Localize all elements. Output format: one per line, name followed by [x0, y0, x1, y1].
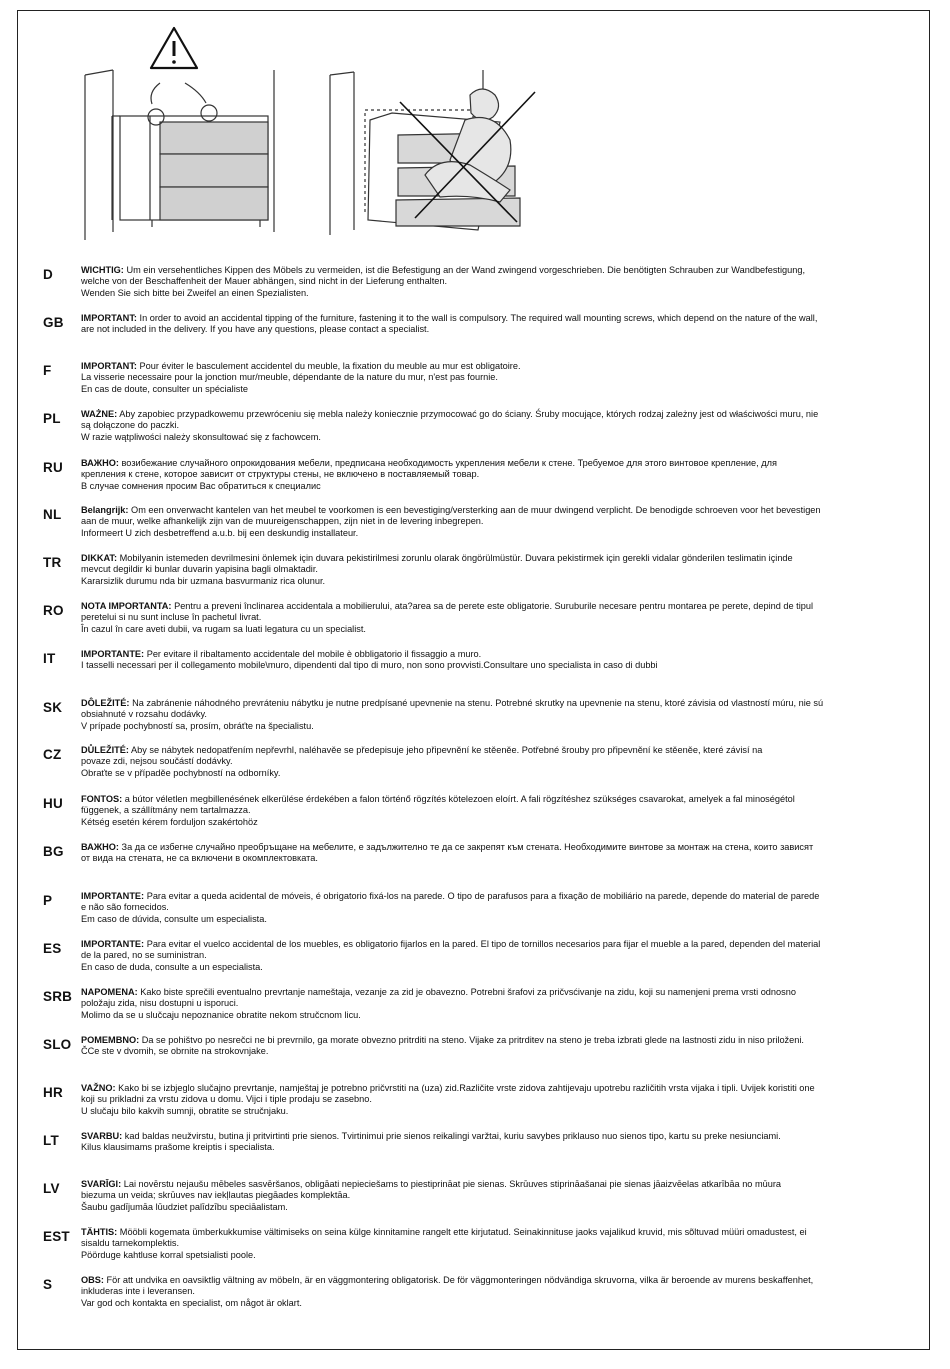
instruction-line: [81, 624, 913, 635]
instruction-line: [81, 432, 913, 443]
instruction-text: [81, 698, 913, 732]
instruction-line: [81, 939, 913, 950]
language-code: TR: [43, 555, 62, 570]
instruction-line-text: položaju zida, nisu dostupni u isporuci.: [81, 998, 239, 1009]
instruction-heading: IMPORTANTE:: [81, 649, 145, 659]
instruction-line: [81, 458, 913, 469]
instruction-line: [81, 1227, 913, 1238]
instruction-line: [81, 384, 913, 395]
instruction-line: [81, 361, 913, 372]
instruction-line: [81, 1142, 913, 1153]
instruction-text: [81, 553, 913, 587]
dresser-wall-mounted-illustration: [85, 70, 274, 240]
language-code: P: [43, 893, 53, 908]
instruction-line: [81, 794, 913, 805]
instruction-text: [81, 939, 913, 973]
instruction-text: [81, 1179, 913, 1213]
instruction-line: [81, 1131, 913, 1142]
instruction-line-text: Šaubu gadījumāa lūudziet palīdzību speciāalistam.: [81, 1201, 288, 1212]
instruction-line-text: Aby zapobiec przypadkowemu przewróceniu się mebla należy koniecznie przymocować go do ściany. Śruby mocujące, których rodzaj zależny jest od właściwości muru, nie: [119, 409, 819, 419]
instruction-line-text: Um ein versehentliches Kippen des Möbels zu vermeiden, ist die Befestigung an der Wand zwingend vorgeschrieben. Die benötigten Schrauben zur Wandbefestigung,: [126, 265, 806, 275]
language-code: F: [43, 363, 52, 378]
language-code: EST: [43, 1229, 70, 1244]
language-code: LV: [43, 1181, 60, 1196]
instruction-heading: IMPORTANT:: [81, 313, 137, 323]
instruction-line: [81, 576, 913, 587]
instruction-line-text: возибежание случайного опрокидования мебели, предписана необходимость укрепления мебели к стене. Требуемое для этого винтовое крепление, для: [121, 458, 777, 468]
instruction-line-text: Lai novērstu nejaušu mēbeles sasvēršanos, obligāati nepieciešams to piestiprināat pie sienas. Skrūuves stiprināašanai pie sienas jāaizvēelas atkarībāa no mūura: [123, 1179, 782, 1189]
instruction-heading: FONTOS:: [81, 794, 123, 804]
instruction-line-text: Pöörduge kahtluse korral spetsialisti poole.: [81, 1249, 256, 1260]
instruction-line: [81, 660, 913, 671]
instruction-line-text: Var god och kontakta en specialist, om något är oklart.: [81, 1297, 302, 1308]
instruction-line-text: obsiahnuté v rozsahu dodávky.: [81, 709, 207, 720]
instruction-line-text: są dołączone do paczki.: [81, 420, 180, 431]
instruction-line-text: Om een onverwacht kantelen van het meubel te voorkomen is een bevestiging/versterking aan de muur dwingend verplicht. De benodigde schroeven voor het bevestigen: [131, 505, 821, 515]
instruction-text: [81, 361, 913, 395]
instruction-line-text: de la pared, no se suministran.: [81, 950, 207, 961]
instruction-line: [81, 265, 913, 276]
instruction-line-text: e não são fornecidos.: [81, 902, 169, 913]
instruction-line-text: Kako bi se izbjeglo slučajno prevrtanje, namještaj je potrebno pričvrstiti na (uza) zid.Različite vrste zidova zahtijevaju upotrebu različitih vrsta vijaka i tipli. Uvijek koristiti one: [118, 1083, 815, 1093]
instruction-line: [81, 469, 913, 480]
instruction-heading: VAŽNO:: [81, 1083, 116, 1093]
instruction-line-text: крепления к стене, которое зависит от структуры стены, не включено в поставляемый товар.: [81, 469, 480, 480]
instruction-line: [81, 420, 913, 431]
instruction-line: [81, 1010, 913, 1021]
instruction-heading: IMPORTANT:: [81, 361, 137, 371]
instruction-line-text: függenek, a szállítmány nem tartalmazza.: [81, 805, 251, 816]
instruction-line-text: are not included in the delivery. If you have any questions, please contact a specialist.: [81, 324, 430, 335]
language-code: RO: [43, 603, 64, 618]
instruction-text: [81, 891, 913, 925]
instruction-text: [81, 1035, 913, 1058]
instruction-text: [81, 601, 913, 635]
instruction-heading: TÄHTIS:: [81, 1227, 118, 1237]
instruction-line: [81, 709, 913, 720]
instruction-text: [81, 313, 913, 336]
instruction-line-text: За да се избегне случайно преобръщане на мебелите, е задължително те да се закрепят към стената. Необходимите винтове за монтаж на стена, които зависят: [121, 842, 814, 852]
instruction-line-text: Da se pohištvo po nesrečci ne bi prevrnilo, ga morate obvezno pritrditi na steno. Vijake za pritrditev na steno je treba izbrati glede na lastnosti zidu in niso priloženi.: [141, 1035, 804, 1045]
instruction-text: [81, 987, 913, 1021]
instruction-line: [81, 698, 913, 709]
instruction-line: [81, 481, 913, 492]
instruction-line-text: peretelui si nu sunt incluse în pachetul livrat.: [81, 612, 262, 623]
instruction-line: [81, 564, 913, 575]
instruction-line-text: In order to avoid an accidental tipping of the furniture, fastening it to the wall is compulsory. The required wall mounting screws, which depend on the nature of the wall,: [139, 313, 818, 323]
instruction-line-text: I tasselli necessari per il collegamento mobile\muro, dipendenti dal tipo di muro, non sono provvisti.Consultare uno specialista in caso di dubbi: [81, 660, 658, 671]
warning-triangle-icon: [151, 28, 197, 68]
instruction-heading: DŮLEŽITÉ:: [81, 745, 129, 755]
instruction-line: [81, 1083, 913, 1094]
instruction-line: [81, 842, 913, 853]
instruction-line-text: La visserie necessaire pour la jonction mur/meuble, dépendante de la nature du mur, n'est pas fournie.: [81, 372, 498, 383]
instruction-line: [81, 553, 913, 564]
instruction-line-text: ČCe ste v dvomih, se obrnite na strokovnjake.: [81, 1046, 269, 1057]
instruction-line: [81, 1202, 913, 1213]
instruction-line-text: En caso de duda, consulte a un especialista.: [81, 961, 263, 972]
instruction-heading: OBS:: [81, 1275, 104, 1285]
instruction-line: [81, 1190, 913, 1201]
instruction-heading: ВАЖНО:: [81, 842, 119, 852]
instruction-text: [81, 794, 913, 828]
instruction-line-text: Pentru a preveni înclinarea accidentala a mobilierului, ata?area sa de perete este obligatorie. Suruburile necesare pentru montarea pe perete, depind de tipul: [174, 601, 814, 611]
instruction-line-text: inkluderas inte i leveransen.: [81, 1286, 195, 1297]
instruction-line-text: Kilus klausimams prašome kreiptis i specialista.: [81, 1142, 275, 1153]
instruction-text: [81, 265, 913, 299]
instruction-text: [81, 409, 913, 443]
language-code: PL: [43, 411, 61, 426]
instruction-heading: Belangrijk:: [81, 505, 129, 515]
instruction-line: [81, 998, 913, 1009]
instruction-line-text: Para evitar a queda acidental de móveis, é obrigatorio fixá-los na parede. O tipo de parafusos para a fixação de mobiliário na parede, depende do material de parede: [146, 891, 820, 901]
instruction-line: [81, 756, 913, 767]
instruction-line-text: W razie wątpliwości należy skonsultować się z fachowcem.: [81, 431, 321, 442]
instruction-text: [81, 1227, 913, 1261]
language-code: D: [43, 267, 53, 282]
instruction-text: [81, 745, 913, 779]
instruction-line: [81, 721, 913, 732]
language-code: BG: [43, 844, 64, 859]
instruction-line-text: Kétség esetén kérem forduljon szakértohöz: [81, 816, 258, 827]
instruction-heading: SVARĪGI:: [81, 1179, 122, 1189]
instruction-text: [81, 1131, 913, 1154]
instruction-line-text: mevcut degildir ki bunlar duvarin yapisina bagli olmaktadir.: [81, 564, 318, 575]
instruction-line: [81, 1298, 913, 1309]
language-code: SRB: [43, 989, 73, 1004]
instruction-line-text: biezuma un veida; skrūuves nav iekļlautas piegāades komplektāa.: [81, 1190, 351, 1201]
instruction-text: [81, 1083, 913, 1117]
instruction-text: [81, 649, 913, 672]
instruction-line-text: Informeert U zich desbetreffend a.u.b. bij een deskundig installateur.: [81, 527, 359, 538]
instruction-line: [81, 950, 913, 961]
instruction-line-text: En cas de doute, consulter un spécialiste: [81, 383, 249, 394]
language-code: IT: [43, 651, 56, 666]
instruction-line-text: a bútor véletlen megbillenésének elkerülése érdekében a falon történő rögzítés kötelezoen eloírt. A fali rögzítéshez szükséges csavarokat, amelyek a fal minoségétol: [124, 794, 795, 804]
instruction-line: [81, 1238, 913, 1249]
instruction-line: [81, 805, 913, 816]
instruction-line: [81, 409, 913, 420]
instruction-line: [81, 1106, 913, 1117]
instruction-heading: SVARBU:: [81, 1131, 123, 1141]
instruction-line-text: от вида на стената, не са включени в окомплектовката.: [81, 853, 318, 864]
instruction-line-text: Aby se nábytek nedopatřením nepřevrhl, naléhavěe se předepisuje jeho připevnění ke stěeněe. Potřebné šrouby pro připevnění ke stěeněe, které závisí na: [131, 745, 763, 755]
instruction-line: [81, 987, 913, 998]
instruction-line-text: aan de muur, welke afhankelijk zijn van de muureigenschappen, zijn niet in de levering inbegrepen.: [81, 516, 484, 527]
language-code: S: [43, 1277, 53, 1292]
language-code: HR: [43, 1085, 63, 1100]
instruction-line: [81, 914, 913, 925]
language-code: GB: [43, 315, 64, 330]
instruction-line: [81, 313, 913, 324]
instruction-line: [81, 768, 913, 779]
instruction-heading: DÔLEŽITÉ:: [81, 698, 130, 708]
instruction-line-text: Kararsizlik durumu nda bir uzmana basvurmaniz rica olunur.: [81, 575, 326, 586]
instruction-heading: NAPOMENA:: [81, 987, 138, 997]
instruction-heading: POMEMBNO:: [81, 1035, 140, 1045]
instruction-line: [81, 612, 913, 623]
instruction-line: [81, 324, 913, 335]
instruction-line-text: povaze zdi, nejsou součástí dodávky.: [81, 756, 233, 767]
instruction-heading: DIKKAT:: [81, 553, 118, 563]
instruction-heading: WICHTIG:: [81, 265, 124, 275]
language-code: RU: [43, 460, 63, 475]
instruction-line: [81, 1035, 913, 1046]
instruction-heading: NOTA IMPORTANTA:: [81, 601, 172, 611]
instruction-line-text: kad baldas neužvirstu, butina ji pritvirtinti prie sienos. Tvirtinimui prie sienos reikalingi varžtai, kuriu savybes priklauso nuo sienos tipo, kartu su preke nesiunciami.: [124, 1131, 781, 1141]
instruction-line: [81, 745, 913, 756]
instruction-heading: IMPORTANTE:: [81, 939, 145, 949]
instruction-line: [81, 1250, 913, 1261]
instruction-line-text: Mööbli kogemata ümberkukkumise vältimiseks on seina külge kinnitamine rangelt ette kirjutatud. Seinakinnituse jaoks vajalikud kruvid, mis sõltuvad müüri omadustest, ei: [119, 1227, 807, 1237]
instruction-line-text: sisaldu tarnekomplektis.: [81, 1238, 180, 1249]
instruction-line-text: Mobilyanin istemeden devrilmesini önlemek için duvara pekistirilmesi zorunlu olarak öngörülmüstür. Duvara pekistirmek için gerekli vidalar gönderilen teslimatin içinde: [119, 553, 793, 563]
instruction-heading: ВАЖНО:: [81, 458, 119, 468]
language-code: HU: [43, 796, 63, 811]
instruction-line: [81, 372, 913, 383]
instruction-line: [81, 276, 913, 287]
instruction-line: [81, 962, 913, 973]
instruction-line-text: Pour éviter le basculement accidentel du meuble, la fixation du meuble au mur est obligatoire.: [139, 361, 521, 371]
instruction-line-text: Molimo da se u slučcaju nepoznanice obratite nekom stručcnom licu.: [81, 1009, 361, 1020]
instruction-line-text: Kako biste sprečili eventualno prevrtanje nameštaja, vezanje za zid je obavezno. Potrebni šrafovi za pričvsćivanje na zidu, koji su namenjeni prema vrsti odnosno: [140, 987, 796, 997]
language-code: SLO: [43, 1037, 72, 1052]
instruction-line: [81, 1046, 913, 1057]
instruction-line-text: Per evitare il ribaltamento accidentale del mobile è obbligatorio il fissaggio a muro.: [146, 649, 482, 659]
instruction-heading: WAŻNE:: [81, 409, 118, 419]
instruction-text: [81, 1275, 913, 1309]
instruction-line-text: În cazul în care aveti dubii, va rugam sa luati legatura cu un specialist.: [81, 623, 366, 634]
instruction-text: [81, 458, 913, 492]
instruction-line: [81, 288, 913, 299]
instruction-line-text: U slučaju bilo kakvih sumnji, obratite se stručnjaku.: [81, 1105, 289, 1116]
instruction-line-text: Na zabránenie náhodného prevráteniu nábytku je nutne predpísané upevnenie na stenu. Potrebné skrutky na upevnenie na stenu, ktoré závisia od vlastností múru, nie sú: [132, 698, 824, 708]
instruction-line-text: Para evitar el vuelco accidental de los muebles, es obligatorio fijarlos en la pared. El tipo de tornillos necesarios para fijar el mueble a la pared, dependen del material: [146, 939, 821, 949]
instruction-line: [81, 1094, 913, 1105]
instruction-line-text: För att undvika en oavsiktlig vältning av möbeln, är en väggmontering obligatorisk. De för väggmonteringen nödvändiga skruvorna, vilka är beroende av murens beskaffenhet,: [106, 1275, 814, 1285]
instruction-line: [81, 528, 913, 539]
instruction-line-text: welche von der Beschaffenheit der Mauer abhängen, sind nicht in der Lieferung enthalten.: [81, 276, 448, 287]
instruction-line-text: V prípade pochybností sa, prosím, obráťte na špecialistu.: [81, 720, 314, 731]
instruction-line: [81, 516, 913, 527]
instruction-text: [81, 842, 913, 865]
instruction-line: [81, 601, 913, 612]
instruction-text: [81, 505, 913, 539]
instruction-line: [81, 649, 913, 660]
illustration-area: [0, 0, 950, 250]
instruction-line: [81, 1179, 913, 1190]
dresser-tipping-prohibited-illustration: [330, 70, 535, 235]
instruction-heading: IMPORTANTE:: [81, 891, 145, 901]
instruction-line: [81, 853, 913, 864]
instruction-line-text: Obraťte se v případěe pochybností na odborníky.: [81, 767, 281, 778]
instruction-line: [81, 1286, 913, 1297]
language-code: LT: [43, 1133, 59, 1148]
instruction-line-text: Em caso de dúvida, consulte um especialista.: [81, 913, 267, 924]
language-code: SK: [43, 700, 63, 715]
language-code: ES: [43, 941, 62, 956]
instruction-line: [81, 505, 913, 516]
language-code: CZ: [43, 747, 62, 762]
instruction-line: [81, 891, 913, 902]
instruction-line-text: koji su prikladni za vrstu zidova u domu. Vijci i tiple prodaju se zasebno.: [81, 1094, 372, 1105]
instruction-line: [81, 817, 913, 828]
instruction-line-text: Wenden Sie sich bitte bei Zweifel an einen Spezialisten.: [81, 287, 309, 298]
instruction-line: [81, 902, 913, 913]
instruction-line-text: В случае сомнения просим Вас обратиться к специалис: [81, 480, 321, 491]
language-code: NL: [43, 507, 62, 522]
instruction-line: [81, 1275, 913, 1286]
